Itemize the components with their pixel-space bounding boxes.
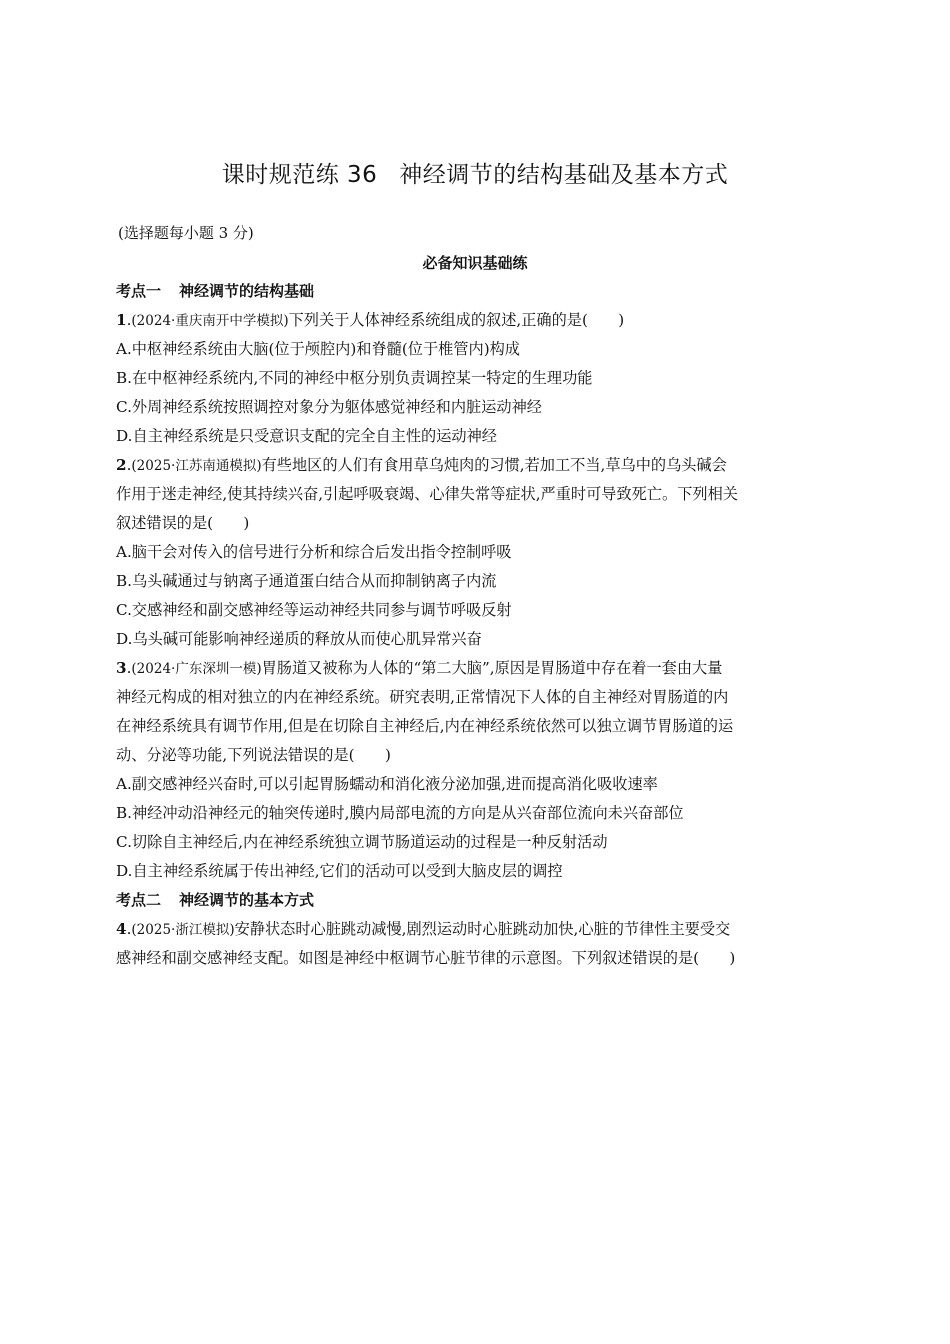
question-4-stem: 4.(2025·浙江模拟)安静状态时心脏跳动减慢,剧烈运动时心脏跳动加快,心脏的节律性主要受交 bbox=[116, 920, 731, 938]
section-title: 必备知识基础练 bbox=[422, 254, 528, 272]
question-number: 2 bbox=[116, 456, 127, 474]
question-3-option-c: C.切除自主神经后,内在神经系统独立调节肠道运动的过程是一种反射活动 bbox=[116, 833, 608, 851]
question-3-stem-line: 动、分泌等功能,下列说法错误的是( ) bbox=[116, 746, 391, 764]
question-1-option-a: A.中枢神经系统由大脑(位于颅腔内)和脊髓(位于椎管内)构成 bbox=[116, 340, 520, 358]
question-number: 4 bbox=[116, 920, 127, 938]
question-3-option-a: A.副交感神经兴奋时,可以引起胃肠蠕动和消化液分泌加强,进而提高消化吸收速率 bbox=[116, 775, 658, 793]
question-1-option-d: D.自主神经系统是只受意识支配的完全自主性的运动神经 bbox=[116, 427, 497, 445]
point-label: 考点一 bbox=[116, 282, 162, 300]
question-1-option-b: B.在中枢神经系统内,不同的神经中枢分别负责调控某一特定的生理功能 bbox=[116, 369, 593, 387]
question-3-stem: 3.(2024·广东深圳一模)胃肠道又被称为人体的“第二大脑”,原因是胃肠道中存在着一套由大量 bbox=[116, 659, 723, 677]
question-2-stem-line: 作用于迷走神经,使其持续兴奋,引起呼吸衰竭、心律失常等症状,严重时可导致死亡。下列相关 bbox=[116, 485, 738, 503]
question-source: (2025·江苏南通模拟) bbox=[131, 458, 262, 474]
title-topic: 神经调节的结构基础及基本方式 bbox=[399, 162, 729, 188]
point-label: 考点二 bbox=[116, 891, 162, 909]
question-3-stem-line: 在神经系统具有调节作用,但是在切除自主神经后,内在神经系统依然可以独立调节胃肠道的运 bbox=[116, 717, 734, 735]
question-2-stem-line: 叙述错误的是( ) bbox=[116, 514, 250, 532]
question-2-option-d: D.乌头碱可能影响神经递质的释放从而使心肌异常兴奋 bbox=[116, 630, 482, 648]
question-3-option-d: D.自主神经系统属于传出神经,它们的活动可以受到大脑皮层的调控 bbox=[116, 862, 563, 880]
question-2-option-b: B.乌头碱通过与钠离子通道蛋白结合从而抑制钠离子内流 bbox=[116, 572, 497, 590]
point-heading-2 bbox=[116, 886, 836, 915]
score-note: (选择题每小题 3 分) bbox=[118, 224, 254, 242]
question-1-option-c: C.外周神经系统按照调控对象分为躯体感觉神经和内脏运动神经 bbox=[116, 398, 542, 416]
question-text: 有些地区的人们有食用草乌炖肉的习惯,若加工不当,草乌中的乌头碱会 bbox=[261, 456, 727, 474]
question-number: 1 bbox=[116, 311, 127, 329]
question-2-stem: 2.(2025·江苏南通模拟)有些地区的人们有食用草乌炖肉的习惯,若加工不当,草乌中的乌头碱会 bbox=[116, 456, 727, 474]
question-text: 下列关于人体神经系统组成的叙述,正确的是( ) bbox=[288, 311, 625, 329]
question-3-stem-line: 神经元构成的相对独立的内在神经系统。研究表明,正常情况下人体的自主神经对胃肠道的内 bbox=[116, 688, 729, 706]
question-text: 胃肠道又被称为人体的“第二大脑”,原因是胃肠道中存在着一套由大量 bbox=[261, 659, 723, 677]
point-name: 神经调节的基本方式 bbox=[179, 891, 315, 909]
question-3-option-b: B.神经冲动沿神经元的轴突传递时,膜内局部电流的方向是从兴奋部位流向未兴奋部位 bbox=[116, 804, 684, 822]
page-title bbox=[0, 156, 950, 189]
question-2-option-c: C.交感神经和副交感神经等运动神经共同参与调节呼吸反射 bbox=[116, 601, 512, 619]
question-number: 3 bbox=[116, 659, 127, 677]
title-main: 课时规范练 36 bbox=[221, 162, 378, 188]
question-list bbox=[116, 277, 836, 973]
question-text: 安静状态时心脏跳动减慢,剧烈运动时心脏跳动加快,心脏的节律性主要受交 bbox=[234, 920, 731, 938]
question-source: (2024·重庆南开中学模拟) bbox=[131, 313, 289, 329]
point-name: 神经调节的结构基础 bbox=[179, 282, 315, 300]
point-heading-1 bbox=[116, 277, 836, 306]
question-source: (2025·浙江模拟) bbox=[131, 922, 235, 938]
question-2-option-a: A.脑干会对传入的信号进行分析和综合后发出指令控制呼吸 bbox=[116, 543, 512, 561]
question-source: (2024·广东深圳一模) bbox=[131, 661, 262, 677]
question-4-stem-line: 感神经和副交感神经支配。如图是神经中枢调节心脏节律的示意图。下列叙述错误的是( ) bbox=[116, 949, 736, 967]
question-1-stem: 1.(2024·重庆南开中学模拟)下列关于人体神经系统组成的叙述,正确的是( ) bbox=[116, 311, 625, 329]
